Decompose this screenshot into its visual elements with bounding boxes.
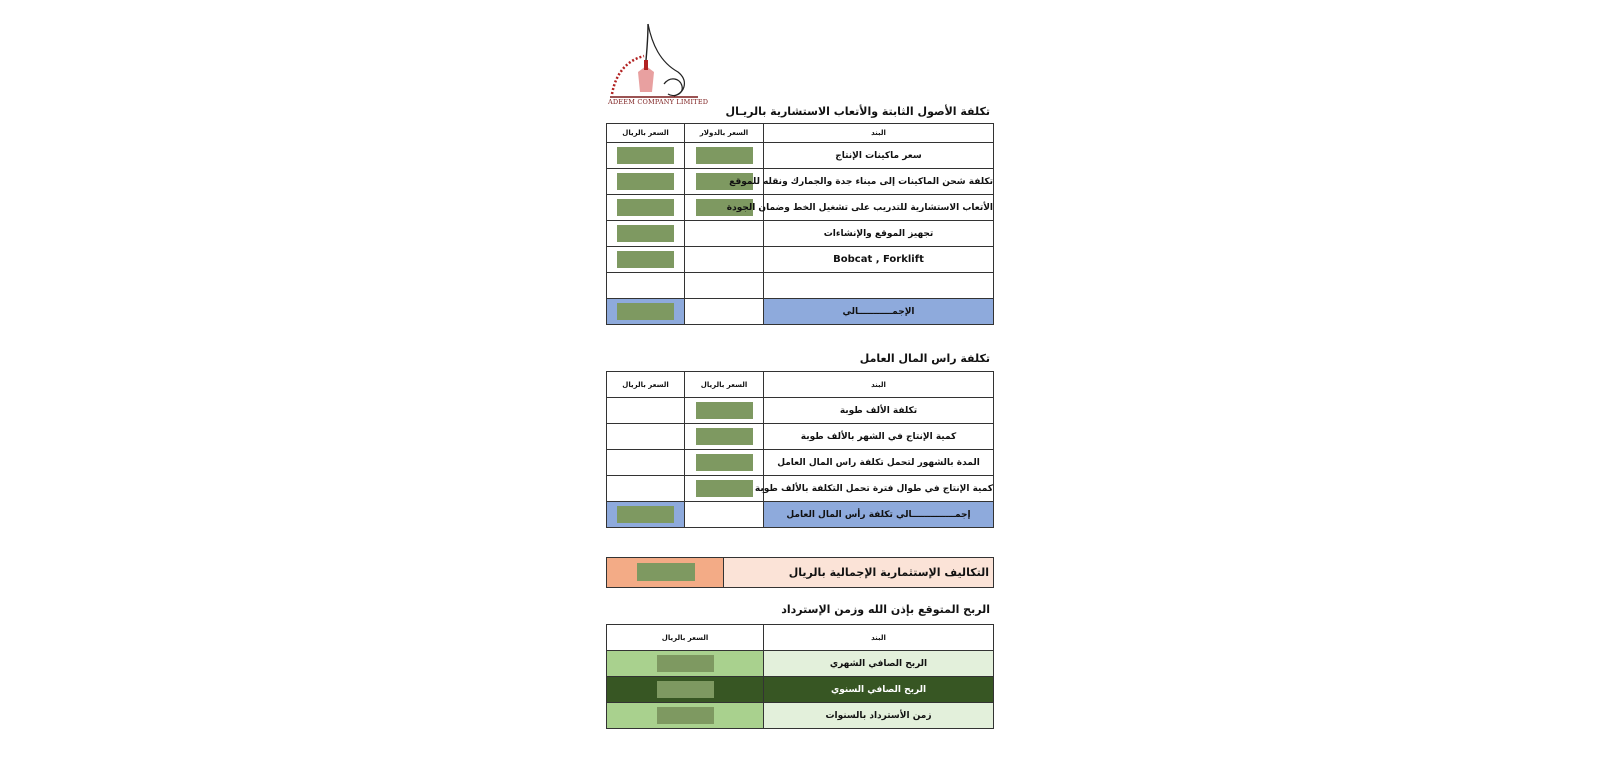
row-item: Bobcat , Forklift: [764, 247, 994, 273]
header-item: البند: [764, 124, 994, 143]
row-item: تجهيز الموقع والإنشاءات: [764, 221, 994, 247]
row-item: الربح الصافي السنوي: [764, 677, 994, 703]
redacted-value: [637, 563, 695, 581]
section1-title: تكلفة الأصول الثابتة والأتعاب الاستشارية بالريـال: [725, 105, 990, 118]
redacted-value: [617, 303, 674, 320]
redacted-value: [617, 225, 674, 242]
table-row: [607, 273, 994, 299]
table-row: [607, 476, 994, 502]
company-logo: [608, 22, 704, 106]
redacted-value: [696, 428, 753, 445]
total-investment-label: التكاليف الإستثمارية الإجمالية بالريال: [724, 558, 993, 587]
header-sar: السعر بالريال: [607, 625, 764, 651]
table-header-row: [607, 372, 994, 398]
total-row: [607, 502, 994, 528]
row-item: سعر ماكينات الإنتاج: [764, 143, 994, 169]
redacted-value: [657, 681, 714, 698]
header-item: البند: [764, 372, 994, 398]
profit-table: [606, 624, 994, 729]
table-row: [607, 143, 994, 169]
total-row: [607, 299, 994, 325]
redacted-value: [657, 655, 714, 672]
table-row: [607, 703, 994, 729]
table-row: [607, 651, 994, 677]
header-usd: السعر بالدولار: [685, 124, 764, 143]
redacted-value: [696, 454, 753, 471]
row-item: تكلفة شحن الماكينات إلى ميناء جدة والجمارك ونقله للموقع: [764, 169, 994, 195]
redacted-value: [617, 506, 674, 523]
row-item: زمن الأسترداد بالسنوات: [764, 703, 994, 729]
redacted-value: [617, 173, 674, 190]
total-investment-row: [606, 557, 994, 588]
fixed-assets-table: [606, 123, 994, 325]
table-row: [607, 398, 994, 424]
total-label: الإجمـــــــــــالي: [764, 299, 994, 325]
row-item: الربح الصافي الشهري: [764, 651, 994, 677]
row-item: [764, 273, 994, 299]
redacted-value: [696, 147, 753, 164]
redacted-value: [696, 402, 753, 419]
redacted-value: [657, 707, 714, 724]
row-item: كمية الإنتاج في الشهر بالألف طوبة: [764, 424, 994, 450]
company-name: ADEEM COMPANY LIMITED: [608, 98, 709, 106]
table-row: [607, 169, 994, 195]
row-item: كمية الإنتاج في طوال فترة تحمل التكلفة بالألف طوبة: [764, 476, 994, 502]
header-sar2: السعر بالريال: [607, 372, 685, 398]
table-header-row: [607, 124, 994, 143]
redacted-value: [617, 199, 674, 216]
row-item: تكلفة الألف طوبة: [764, 398, 994, 424]
header-item: البند: [764, 625, 994, 651]
row-item: الأتعاب الاستشارية للتدريب على تشغيل الخط وضمان الجودة: [764, 195, 994, 221]
header-sar1: السعر بالريال: [685, 372, 764, 398]
redacted-value: [617, 147, 674, 164]
table-row: [607, 195, 994, 221]
section2-title: تكلفة راس المال العامل: [859, 352, 990, 365]
table-row: [607, 221, 994, 247]
redacted-value: [696, 480, 753, 497]
working-capital-table: [606, 371, 994, 528]
table-row: [607, 424, 994, 450]
total-investment-value-cell: [607, 558, 724, 587]
table-row: [607, 450, 994, 476]
table-row: [607, 247, 994, 273]
redacted-value: [617, 251, 674, 268]
table-header-row: [607, 625, 994, 651]
row-item: المدة بالشهور لتحمل تكلفة راس المال العامل: [764, 450, 994, 476]
section3-title: الربح المتوقع بإذن الله وزمن الإسترداد: [781, 603, 990, 616]
table-row: [607, 677, 994, 703]
total-label: إجمــــــــــــــالي تكلفة رأس المال العامل: [764, 502, 994, 528]
header-sar: السعر بالريال: [607, 124, 685, 143]
